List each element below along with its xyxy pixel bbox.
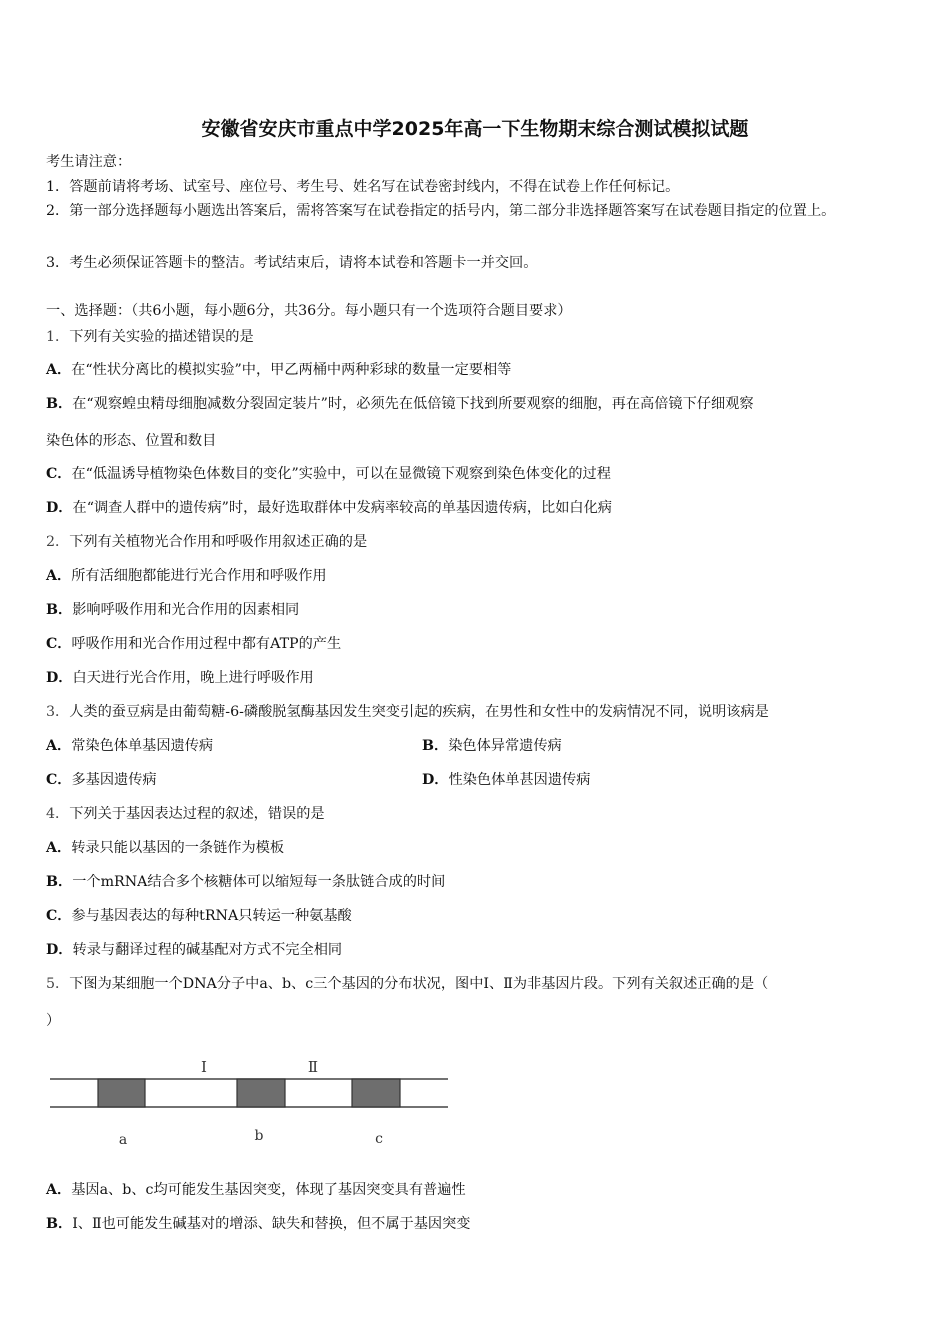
options-3-row-2 xyxy=(46,770,896,790)
option-text: 一个mRNA结合多个核糖体可以缩短每一条肽链合成的时间 xyxy=(72,874,446,890)
question-number: 4． xyxy=(46,806,70,822)
option-text: 在“观察蝗虫精母细胞减数分裂固定装片”时，必须先在低倍镜下找到所要观察的细胞，再在高倍镜下仔细观察 xyxy=(72,396,754,412)
question-4 xyxy=(46,804,325,824)
option-label: D． xyxy=(422,772,449,788)
option-text: 影响呼吸作用和光合作用的因素相同 xyxy=(72,602,300,618)
section-heading: 一、选择题：（共6小题，每小题6分，共36分。每小题只有一个选项符合题目要求） xyxy=(46,303,572,319)
gene-a xyxy=(98,1079,145,1107)
option-text: 在“低温诱导植物染色体数目的变化”实验中，可以在显微镜下观察到染色体变化的过程 xyxy=(71,466,611,482)
question-stem: 下列关于基因表达过程的叙述，错误的是 xyxy=(69,806,325,822)
option-text: Ⅰ、Ⅱ也可能发生碱基对的增添、缺失和替换，但不属于基因突变 xyxy=(72,1216,471,1232)
option-2d xyxy=(46,668,314,688)
option-3d xyxy=(422,770,590,790)
question-number: 2． xyxy=(46,534,70,550)
option-3c xyxy=(46,772,157,788)
question-stem: 下列有关植物光合作用和呼吸作用叙述正确的是 xyxy=(69,534,368,550)
question-number: 5． xyxy=(46,976,70,992)
option-1b-continued: 染色体的形态、位置和数目 xyxy=(46,433,217,449)
option-1d xyxy=(46,498,612,518)
page-title: 安徽省安庆市重点中学2025年高一下生物期末综合测试模拟试题 xyxy=(201,118,749,140)
option-text: 白天进行光合作用，晚上进行呼吸作用 xyxy=(72,670,314,686)
option-3a xyxy=(46,738,213,754)
option-5a xyxy=(46,1180,466,1200)
option-label: B． xyxy=(46,602,73,618)
option-text: 参与基因表达的每种tRNA只转运一种氨基酸 xyxy=(71,908,352,924)
notice-item-2: 2．第一部分选择题每小题选出答案后，需将答案写在试卷指定的括号内，第二部分非选择题答案写在试卷题目指定的位置上。 xyxy=(46,203,836,219)
option-label: A． xyxy=(46,362,72,378)
option-label: C． xyxy=(46,466,72,482)
dna-diagram xyxy=(48,1052,450,1152)
option-text: 呼吸作用和光合作用过程中都有ATP的产生 xyxy=(71,636,342,652)
option-text: 染色体异常遗传病 xyxy=(448,738,562,754)
option-5b xyxy=(46,1214,471,1234)
option-label: A． xyxy=(46,568,72,584)
option-1a xyxy=(46,360,511,380)
question-1 xyxy=(46,327,254,347)
option-text: 所有活细胞都能进行光合作用和呼吸作用 xyxy=(71,568,327,584)
option-label: C． xyxy=(46,772,72,788)
option-label: D． xyxy=(46,500,73,516)
notice-item-3: 3．考生必须保证答题卡的整洁。考试结束后，请将本试卷和答题卡一并交回。 xyxy=(46,255,538,271)
option-label: C． xyxy=(46,636,72,652)
option-text: 转录与翻译过程的碱基配对方式不完全相同 xyxy=(72,942,343,958)
gene-label-b: b xyxy=(254,1128,264,1144)
option-label: B． xyxy=(46,1216,73,1232)
option-label: C． xyxy=(46,908,72,924)
option-text: 转录只能以基因的一条链作为模板 xyxy=(71,840,285,856)
option-label: D． xyxy=(46,942,73,958)
option-2a xyxy=(46,566,327,586)
option-text: 常染色体单基因遗传病 xyxy=(71,738,214,754)
option-1c xyxy=(46,464,611,484)
option-text: 在“性状分离比的模拟实验”中，甲乙两桶中两种彩球的数量一定要相等 xyxy=(71,362,512,378)
segment-label-1: Ⅰ xyxy=(201,1058,207,1076)
option-label: A． xyxy=(46,738,72,754)
option-4a xyxy=(46,838,284,858)
option-1b xyxy=(46,394,754,414)
option-text: 多基因遗传病 xyxy=(71,772,157,788)
question-5 xyxy=(46,974,768,994)
options-3-row-1 xyxy=(46,736,896,756)
option-text: 在“调查人群中的遗传病”时，最好选取群体中发病率较高的单基因遗传病，比如白化病 xyxy=(72,500,612,516)
option-label: B． xyxy=(46,396,73,412)
option-label: A． xyxy=(46,840,72,856)
question-5-continued: ） xyxy=(46,1013,61,1029)
gene-label-a: a xyxy=(118,1132,128,1148)
notice-heading: 考生请注意： xyxy=(46,154,132,170)
option-text: 性染色体单甚因遗传病 xyxy=(448,772,591,788)
question-stem: 下列有关实验的描述错误的是 xyxy=(69,329,254,345)
option-4d xyxy=(46,940,342,960)
question-number: 3． xyxy=(46,704,70,720)
question-3 xyxy=(46,702,769,722)
gene-c xyxy=(352,1079,400,1107)
option-label: B． xyxy=(46,874,73,890)
question-number: 1． xyxy=(46,329,70,345)
notice-item-1: 1．答题前请将考场、试室号、座位号、考生号、姓名写在试卷密封线内，不得在试卷上作任何标记。 xyxy=(46,179,680,195)
option-label: A． xyxy=(46,1182,72,1198)
option-3b xyxy=(422,736,562,756)
segment-label-2: Ⅱ xyxy=(307,1058,319,1076)
question-2 xyxy=(46,532,367,552)
option-4c xyxy=(46,906,352,926)
gene-label-c: c xyxy=(375,1131,383,1147)
option-2c xyxy=(46,634,341,654)
option-label: D． xyxy=(46,670,73,686)
gene-b xyxy=(237,1079,285,1107)
option-2b xyxy=(46,600,299,620)
question-stem: 人类的蚕豆病是由葡萄糖-6-磷酸脱氢酶基因发生突变引起的疾病，在男性和女性中的发病情况不同，说明该病是 xyxy=(69,704,769,720)
option-4b xyxy=(46,872,445,892)
option-text: 基因a、b、c均可能发生基因突变，体现了基因突变具有普遍性 xyxy=(71,1182,466,1198)
option-label: B． xyxy=(422,738,449,754)
question-stem: 下图为某细胞一个DNA分子中a、b、c三个基因的分布状况，图中Ⅰ、Ⅱ为非基因片段。下列有关叙述正确的是（ xyxy=(69,976,769,992)
